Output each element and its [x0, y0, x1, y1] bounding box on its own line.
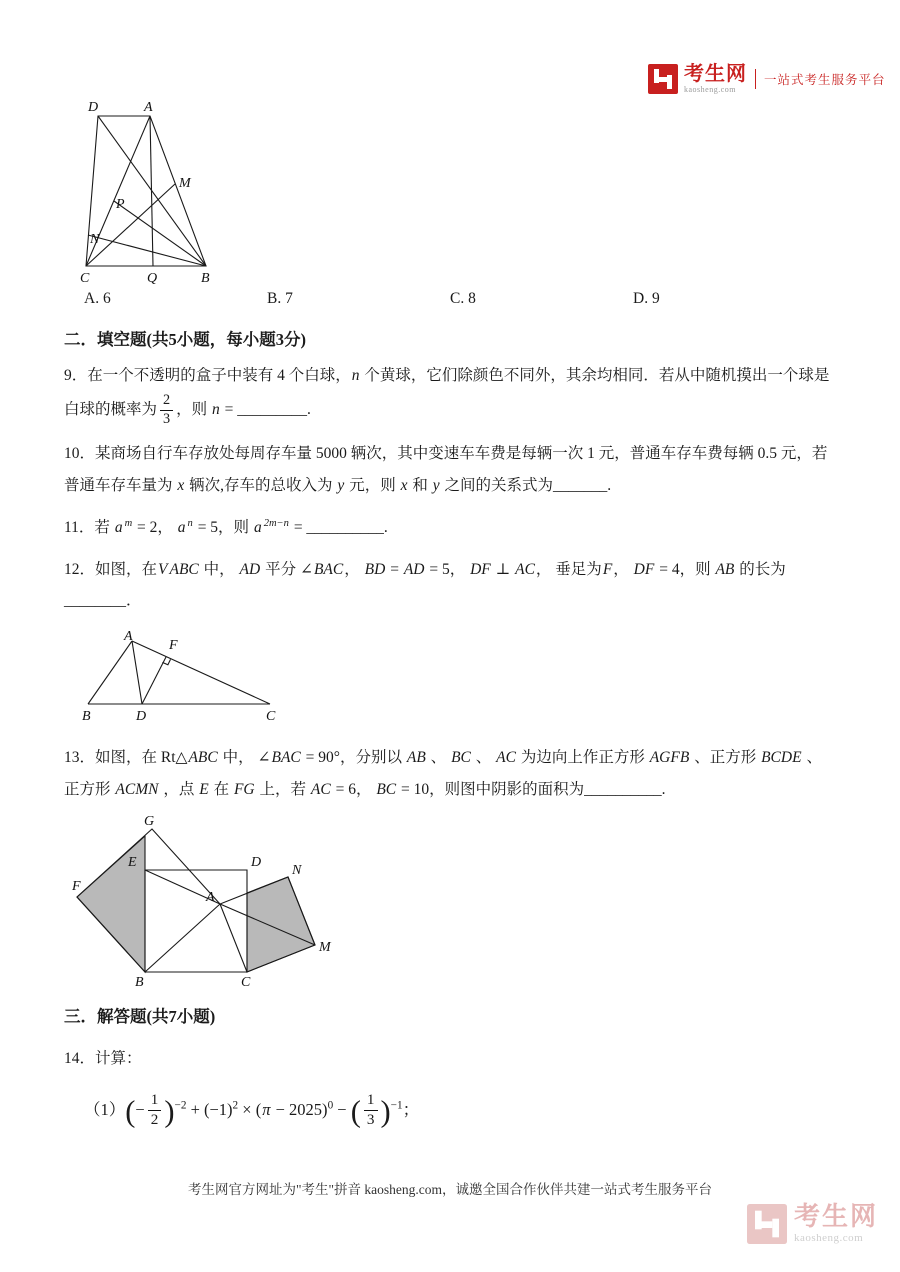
option-a: A. 6: [84, 290, 111, 307]
point-label-e: E: [128, 854, 137, 870]
figure-q13-squares: [72, 814, 332, 989]
option-d: D. 9: [633, 290, 660, 307]
logo-tagline: 一站式考生服务平台: [764, 73, 886, 87]
question-9: 9．在一个不透明的盒子中装有 4 个白球，n 个黄球，它们除颜色不同外，其余均相同．若从中随机摸出一个球是白球的概率为 $\frac{2}{3}$ ，则 n = _________.: [64, 367, 830, 427]
watermark-domain: kaosheng.com: [793, 1232, 864, 1244]
point-label-d: D: [251, 854, 262, 870]
option-c: C. 8: [450, 290, 476, 307]
question-10: 10．某商场自行车存放处每周存车量 5000 辆次，其中变速车车费是每辆一次 1 元，普通车存车费每辆 0.5 元，若普通车存车量为 x 辆次,存车的总收入为 y 元，则 x 和 y 之间的关系式为_______.: [64, 445, 828, 495]
point-label-b: B: [201, 271, 210, 284]
question-12: 12．如图，在V ABC 中， AD 平分 ∠BAC， BD = AD = 5， DF ⊥ AC， 垂足为F， DF = 4，则 AB 的长为________．: [64, 560, 786, 610]
point-label-b: B: [135, 974, 144, 989]
section-2-heading: 二．填空题(共5小题，每小题3分): [64, 330, 306, 349]
point-label-a: A: [124, 629, 133, 645]
watermark-icon: [747, 1204, 787, 1244]
logo-title: 考生网: [684, 63, 747, 85]
kaosheng-logo-icon: [648, 64, 678, 94]
point-label-p: P: [116, 197, 125, 212]
answer-options-row: [84, 290, 836, 308]
watermark-text-block: [794, 1204, 878, 1244]
point-label-a: A: [206, 889, 215, 905]
question-11: 11．若 a $^m$ = 2， a $^n$ = 5，则 a $^{2m-n}$ = __________.: [64, 517, 388, 536]
question-13: 13．如图，在 Rt△ABC 中， ∠BAC = 90°，分别以 AB 、 BC 、 AC 为边向上作正方形 AGFB 、正方形 BCDE 、正方形 ACMN ，点 E 在 FG 上，若 AC = 6， BC = 10，则图中阴影的面积为__________.: [64, 749, 822, 799]
shaded-region-right: [247, 877, 315, 972]
watermark-title: 考生网: [793, 1202, 878, 1231]
point-label-m: M: [179, 176, 191, 191]
question-14-formula: （1）(− $\frac{1}{2}$ )$^{-2} + (-1)^2 \times (\pi - 2025)^0$ − ( $\frac{1}{3}$ )$^{-1}$；: [84, 1091, 420, 1129]
point-label-b: B: [82, 709, 91, 725]
figure-q12-triangle: [80, 629, 380, 724]
point-label-g: G: [144, 813, 155, 829]
question-14-label: 14．计算：: [64, 1049, 142, 1067]
point-label-d: D: [136, 709, 147, 725]
figure-q8-lines: [86, 116, 206, 266]
section-3-heading: 三．解答题(共7小题): [64, 1006, 216, 1026]
figure-q12-lines: [88, 641, 270, 704]
point-label-c: C: [80, 271, 90, 284]
point-label-n: N: [292, 862, 302, 878]
logo-domain: kaosheng.com: [684, 85, 736, 94]
watermark-logo: [747, 1204, 878, 1244]
point-label-n: N: [90, 232, 100, 247]
logo-divider: [755, 69, 756, 89]
page-content: [0, 94, 900, 1131]
point-label-f: F: [72, 878, 81, 894]
point-label-q: Q: [147, 271, 158, 284]
point-label-a: A: [144, 100, 153, 115]
figure-q12-labels: [82, 629, 276, 724]
point-label-m: M: [319, 939, 331, 955]
footer-text: 考生网官方网址为"考生"拼音 kaosheng.com，诚邀全国合作伙伴共建一站式考生服务平台: [187, 1182, 712, 1197]
option-b: B. 7: [267, 290, 293, 307]
point-label-d: D: [88, 100, 99, 115]
point-label-c: C: [266, 709, 276, 725]
kaosheng-logo: [648, 64, 886, 94]
point-label-f: F: [169, 638, 178, 654]
point-label-c: C: [241, 974, 251, 989]
figure-q8-quadrilateral: [80, 94, 220, 284]
logo-text-block: [684, 64, 747, 94]
